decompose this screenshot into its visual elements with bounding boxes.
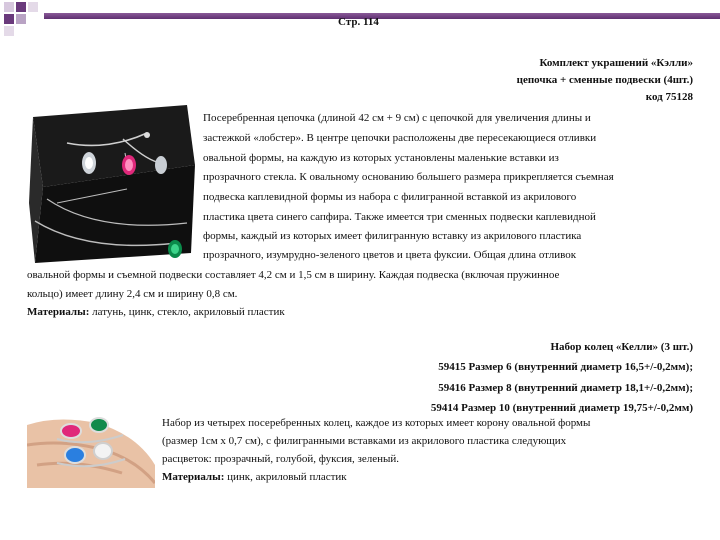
section2-size-line: 59416 Размер 8 (внутренний диаметр 18,1+/-0,2мм); — [438, 382, 693, 394]
section1-text-line: застежкой «лобстер». В центре цепочки расположены две пересекающиеся отливки — [203, 132, 597, 144]
section1-text-line: прозрачного стекла. К овальному основанию большего размера прикрепляется съемная — [203, 171, 614, 183]
section2-text-line: Набор из четырех посеребренных колец, каждое из которых имеет корону овальной формы — [162, 417, 591, 429]
section1-text-line: Посеребренная цепочка (длиной 42 см + 9 см) с цепочкой для увеличения длины и — [203, 112, 591, 124]
header-rule — [44, 13, 720, 19]
rings-photo — [27, 395, 155, 488]
materials-value: цинк, акриловый пластик — [224, 471, 347, 483]
section1-text-line: формы, каждый из которых имеет филигранную вставку из акрилового пластика — [203, 230, 582, 242]
section1-text-line: кольцо) имеет длину 2,4 см и ширину 0,8 см. — [27, 288, 238, 300]
section1-text-line: овальной формы, на каждую из которых установлены маленькие вставки из — [203, 152, 559, 164]
materials-label: Материалы: — [162, 471, 225, 483]
section1-text-line: прозрачного, изумрудно-зеленого цветов и цвета фуксии. Общая длина отливок — [203, 249, 577, 261]
section2-text-line: расцветок: прозрачный, голубой, фуксия, зеленый. — [162, 453, 400, 465]
section2-text-line: (размер 1см х 0,7 см), с филигранными вставками из акрилового пластика следующих — [162, 435, 567, 447]
section2-materials — [162, 472, 347, 483]
page-number: Стр. 114 — [338, 16, 379, 28]
section2-size-line: 59414 Размер 10 (внутренний диаметр 19,75+/-0,2мм) — [430, 402, 693, 414]
section1-text-line: подвеска каплевидной формы из набора с филигранной вставкой из акрилового — [203, 191, 577, 203]
materials-label: Материалы: — [27, 306, 90, 318]
corner-decoration — [0, 0, 44, 40]
section1-materials — [27, 307, 285, 318]
section2-size-line: 59415 Размер 6 (внутренний диаметр 16,5+/-0,2мм); — [438, 361, 693, 373]
jewelry-set-photo — [27, 103, 197, 266]
section2-title: Набор колец «Келли» (3 шт.) — [550, 341, 693, 353]
section1-subtitle: цепочка + сменные подвески (4шт.) — [516, 74, 693, 86]
section1-text-line: овальной формы и съемной подвески составляет 4,2 см и 1,5 см в ширину. Каждая подвеска (включая пружинное — [27, 269, 560, 281]
section1-title: Комплект украшений «Кэлли» — [539, 57, 693, 69]
section1-text-line: пластика цвета синего сапфира. Также имеется три сменных подвески каплевидной — [203, 211, 596, 223]
materials-value: латунь, цинк, стекло, акриловый пластик — [89, 306, 285, 318]
section1-code: код 75128 — [645, 91, 693, 103]
